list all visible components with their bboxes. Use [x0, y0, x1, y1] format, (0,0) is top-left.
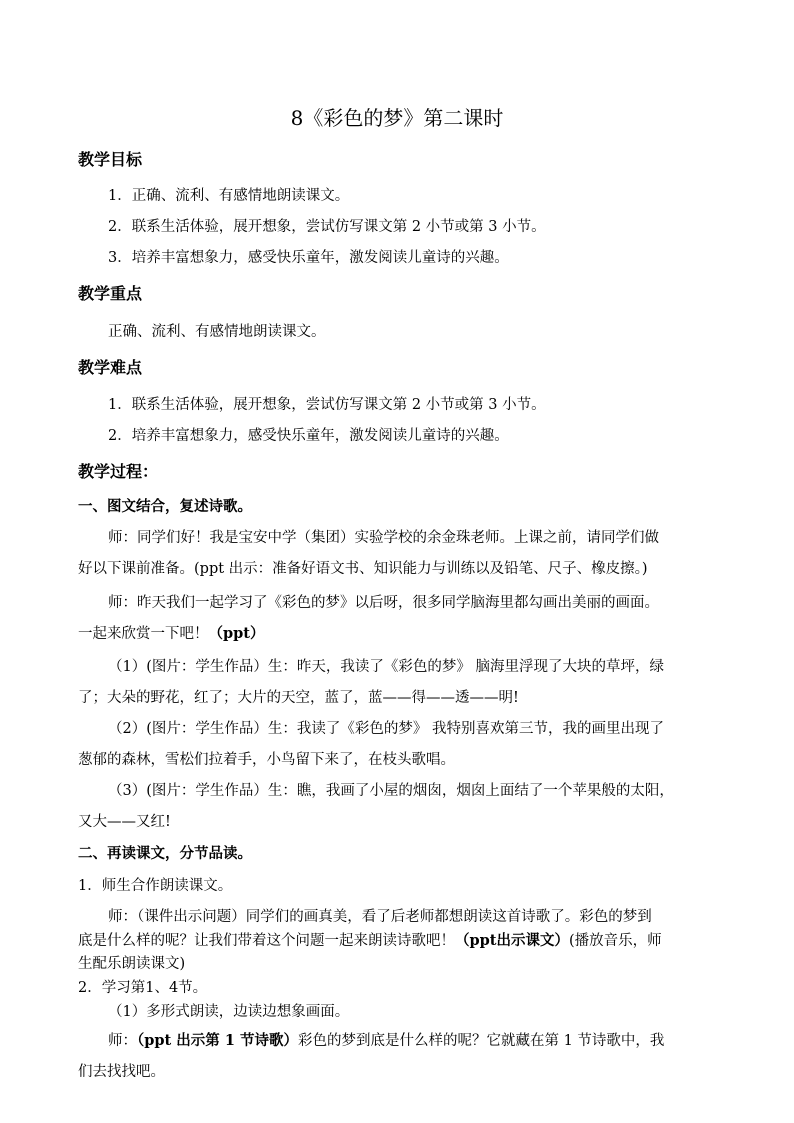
paragraph-2-line-2 — [78, 623, 264, 645]
heading-key: 教学重点 — [78, 284, 143, 303]
paragraph-6-ppt: （ppt出示课文） — [455, 932, 569, 949]
difficult-item-2: 2．培养丰富想象力，感受快乐童年，激发阅读儿童诗的兴趣。 — [108, 428, 509, 444]
paragraph-6-music: (播放音乐，师 — [568, 933, 662, 949]
paragraph-7-line-2: 们去找找吧。 — [78, 1064, 165, 1080]
paragraph-1-line-2: 好以下课前准备。(ppt 出示：准备好语文书、知识能力与训练以及铅笔、尺子、橡皮擦。) — [78, 561, 648, 577]
heading-process: 教学过程： — [78, 462, 159, 481]
paragraph-3-line-2: 了；大朵的野花，红了；大片的天空，蓝了，蓝——得——透——明! — [78, 690, 519, 706]
paragraph-4-line-2: 葱郁的森林，雪松们拉着手，小鸟留下来了，在枝头歌唱。 — [78, 752, 455, 768]
goal-item-3: 3．培养丰富想象力，感受快乐童年，激发阅读儿童诗的兴趣。 — [108, 250, 509, 266]
heading-goals: 教学目标 — [78, 150, 143, 169]
paragraph-3-line-1: （1）(图片：学生作品）生：昨天，我读了《彩色的梦》 脑海里浮现了大块的草坪，绿 — [108, 659, 664, 675]
step-2-1: （1）多形式朗读，边读边想象画面。 — [108, 1004, 350, 1020]
heading-difficult: 教学难点 — [78, 358, 143, 377]
difficult-item-1: 1．联系生活体验，展开想象，尝试仿写课文第 2 小节或第 3 小节。 — [108, 397, 546, 413]
goal-item-1: 1．正确、流利、有感情地朗读课文。 — [108, 188, 350, 204]
part2-heading: 二、再读课文，分节品读。 — [78, 845, 252, 862]
paragraph-6-line-3: 生配乐朗读课文) — [78, 956, 186, 972]
part1-heading: 一、图文结合，复述诗歌。 — [78, 498, 252, 515]
paragraph-5-line-2: 又大——又红! — [78, 814, 171, 830]
paragraph-2-line-1: 师：昨天我们一起学习了《彩色的梦》以后呀，很多同学脑海里都勾画出美丽的画面。 — [108, 595, 659, 611]
paragraph-7-ppt: （ppt 出示第 1 节诗歌） — [137, 1032, 298, 1049]
paragraph-6-line-1: 师：（课件出示问题）同学们的画真美，看了后老师都想朗读这首诗歌了。彩色的梦到 — [108, 909, 652, 925]
paragraph-2-text: 一起来欣赏一下吧！ — [78, 626, 209, 642]
step-1: 1．师生合作朗读课文。 — [78, 878, 233, 894]
paragraph-7-speaker: 师： — [108, 1033, 137, 1049]
paragraph-7-line-1 — [108, 1030, 664, 1052]
step-2: 2．学习第1、4节。 — [78, 980, 208, 996]
paragraph-6-text: 底是什么样的呢？让我们带着这个问题一起来朗读诗歌吧！ — [78, 933, 455, 949]
paragraph-4-line-1: （2）(图片：学生作品）生：我读了《彩色的梦》 我特别喜欢第三节，我的画里出现了 — [108, 721, 664, 737]
paragraph-1-line-1: 师：同学们好！我是宝安中学（集团）实验学校的余金珠老师。上课之前，请同学们做 — [108, 530, 659, 546]
paragraph-6-line-2 — [78, 930, 662, 952]
paragraph-2-ppt: （ppt） — [208, 625, 265, 642]
key-text: 正确、流利、有感情地朗读课文。 — [108, 324, 326, 340]
paragraph-7-text: 彩色的梦到底是什么样的呢？它就藏在第 1 节诗歌中，我 — [297, 1033, 665, 1049]
goal-item-2: 2．联系生活体验，展开想象，尝试仿写课文第 2 小节或第 3 小节。 — [108, 219, 546, 235]
page-title: 8《彩色的梦》第二课时 — [290, 106, 504, 130]
paragraph-5-line-1: （3）(图片：学生作品）生：瞧，我画了小屋的烟囱，烟囱上面结了一个苹果般的太阳， — [108, 783, 674, 799]
